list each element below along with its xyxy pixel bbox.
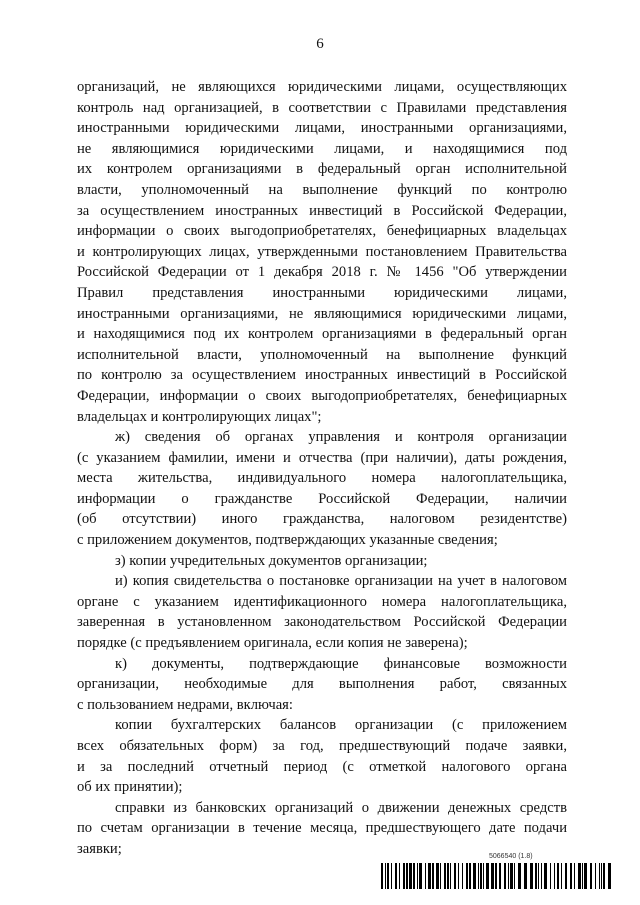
text-line: органе с указанием идентификационного номера налогоплательщика, (77, 593, 567, 610)
text-line: за осуществлением иностранных инвестиций в Российской Федерации, (77, 202, 567, 219)
text-line: по контролю за осуществлением иностранных инвестиций в Российской (77, 367, 567, 384)
text-line: и) копия свидетельства о постановке организации на учет в налоговом (115, 573, 567, 590)
text-line: организаций, не являющихся юридическими лицами, осуществляющих (77, 79, 567, 95)
text-line: справки из банковских организаций о движении денежных средств (115, 799, 567, 816)
text-line: не являющимися юридическими лицами, и находящимися под (77, 140, 567, 157)
text-line: (с указанием фамилии, имени и отчества (при наличии), даты рождения, (77, 449, 567, 466)
text-line: (об отсутствии) иного гражданства, налоговом резидентстве) (77, 511, 567, 528)
text-line: заявки; (77, 840, 122, 857)
text-line: заверенная в установленном законодательством Российской Федерации (77, 614, 567, 631)
page-number: 6 (316, 36, 324, 52)
text-line: к) документы, подтверждающие финансовые возможности (115, 655, 567, 672)
text-line: иностранными организациями, не являющимися юридическими лицами, (77, 305, 567, 322)
text-line: и контролирующих лицах, утвержденными постановлением Правительства (77, 243, 567, 260)
text-line: Федерации, информации о своих выгодоприобретателях, бенефициарных (77, 387, 567, 404)
text-line: всех обязательных форм) за год, предшествующий подаче заявки, (77, 738, 567, 754)
document-stamp (381, 853, 611, 889)
text-line: ж) сведения об органах управления и контроля организации (115, 429, 567, 446)
text-line: копии бухгалтерских балансов организации (с приложением (115, 717, 567, 734)
text-line: их контролем организациями в федеральный орган исполнительной (77, 161, 567, 178)
text-line: с пользованием недрами, включая: (77, 696, 293, 713)
text-line: Правил представления иностранными юридическими лицами, (77, 284, 567, 301)
text-line: информации о гражданстве Российской Федерации, наличии (77, 490, 567, 507)
text-line: иностранными юридическими лицами, иностранными организациями, (77, 120, 567, 137)
text-line: порядке (с предъявлением оригинала, если копия не заверена); (77, 635, 468, 652)
text-line: информации о своих выгодоприобретателях, бенефициарных владельцах (77, 223, 567, 240)
text-line: владельцах и контролирующих лицах"; (77, 408, 322, 425)
text-line: организации, необходимые для выполнения работ, связанных (77, 676, 567, 693)
text-line: з) копии учредительных документов организации; (115, 552, 428, 569)
text-line: и за последний отчетный период (с отметкой налогового органа (77, 758, 567, 775)
document-body (77, 77, 567, 860)
text-line: власти, уполномоченный на выполнение функций по контролю (77, 181, 567, 198)
text-line: по счетам организации в течение месяца, предшествующего дате подачи (77, 820, 567, 837)
text-line: места жительства, индивидуального номера налогоплательщика, (77, 470, 567, 487)
text-line: с приложением документов, подтверждающих указанные сведения; (77, 532, 498, 549)
barcode-image (381, 863, 611, 889)
text-line: контроль над организацией, в соответствии с Правилами представления (77, 99, 567, 116)
text-line: Российской Федерации от 1 декабря 2018 г. № 1456 "Об утверждении (77, 264, 567, 281)
stamp-code: 5066540 (1.8) (489, 853, 533, 860)
text-line: об их принятии); (77, 779, 183, 796)
text-line: и находящимися под их контролем организациями в федеральный орган (77, 326, 567, 343)
text-line: исполнительной власти, уполномоченный на выполнение функций (77, 346, 567, 363)
